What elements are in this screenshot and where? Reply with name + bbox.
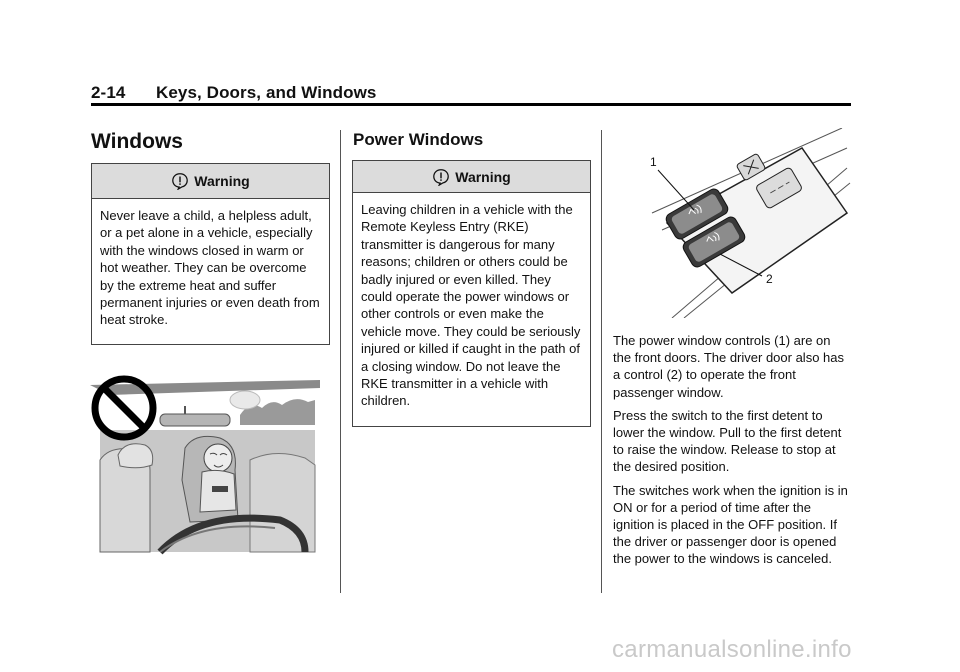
- windows-title: Windows: [91, 130, 183, 153]
- column-divider-left: [340, 130, 341, 593]
- watermark: carmanualsonline.info: [612, 636, 852, 663]
- paragraph: The switches work when the ignition is in ON or for a period of time after the ignition is placed in the OFF position. If the driver or passenger door is opened the power to the windows is canceled.: [613, 482, 848, 567]
- power-window-switch-diagram: [612, 128, 852, 318]
- power-windows-warning-box: [352, 160, 591, 427]
- header-rule: [91, 103, 851, 106]
- power-windows-title: Power Windows: [353, 130, 484, 149]
- section-name: Keys, Doors, and Windows: [156, 83, 377, 102]
- column-divider-right: [601, 130, 602, 593]
- power-windows-body: [613, 332, 851, 574]
- page-number: 2-14: [91, 83, 126, 102]
- windows-warning-text: Never leave a child, a helpless adult, or a pet alone in a vehicle, especially with the windows closed in warm or hot weather. They can be overcome by the extreme heat and suffer permanent injuries or even death from heat stroke.: [100, 208, 320, 328]
- power-windows-warning-header: [353, 161, 590, 193]
- windows-warning-heading: Warning: [194, 173, 250, 189]
- windows-warning-header: [92, 164, 329, 199]
- callout-1: 1: [650, 155, 657, 169]
- paragraph: The power window controls (1) are on the front doors. The driver door also has a control (2) to operate the front passenger window.: [613, 333, 844, 400]
- power-windows-warning-heading: Warning: [455, 168, 511, 185]
- callout-2: 2: [766, 272, 773, 286]
- warning-icon: [171, 172, 189, 190]
- paragraph: Press the switch to the first detent to lower the window. Pull to the first detent to raise the window. Release to stop at the desired position.: [613, 407, 842, 475]
- power-windows-warning-text: Leaving children in a vehicle with the Remote Keyless Entry (RKE) transmitter is dangerous for many reasons; children or others could be badly injured or even killed. They could operate the power windows or other controls or even make the vehicle move. They could be seriously injured or killed if caught in the path of a closing window. Do not leave the RKE transmitter in a vehicle with children.: [361, 202, 581, 409]
- windows-warning-box: [91, 163, 330, 345]
- warning-icon: [432, 168, 450, 186]
- child-in-car-illustration: [90, 370, 320, 555]
- page-header: [91, 83, 851, 103]
